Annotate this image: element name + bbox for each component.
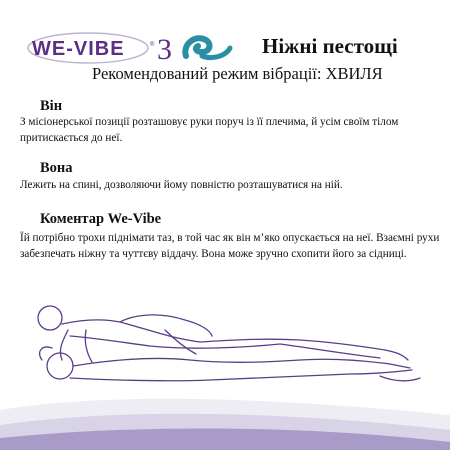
section-heading-comment: Коментар We-Vibe: [40, 211, 162, 227]
svg-text:WE-VIBE: WE-VIBE: [32, 38, 125, 60]
man-figure: [38, 306, 408, 362]
device-icon: [185, 38, 230, 57]
section-text-she: Лежить на спині, дозволяючи йому повністю розташуватися на ній.: [20, 179, 343, 191]
section-heading-he: Він: [40, 98, 63, 114]
section-heading-she: Вона: [40, 160, 73, 176]
svg-text:3: 3: [157, 33, 172, 66]
couple-illustration: [0, 290, 450, 400]
section-text-comment: Їй потрібно трохи піднімати таз, в той час як він м’яко опускається на неї. Взаємні рухи забезпечать ніжну та чуттєву віддачу. Вона може зручно схопити його за сідниці.: [20, 232, 440, 260]
section-text-he: З місіонерської позиції розташовує руки поруч із її плечима, й усім своїм тілом притискається до неї.: [20, 116, 399, 144]
woman-figure: [40, 347, 420, 381]
vibration-mode-subtitle: Рекомендований режим вібрації: ХВИЛЯ: [92, 64, 383, 83]
page-title: Ніжні пестощі: [262, 34, 398, 58]
svg-text:®: ®: [150, 42, 155, 48]
